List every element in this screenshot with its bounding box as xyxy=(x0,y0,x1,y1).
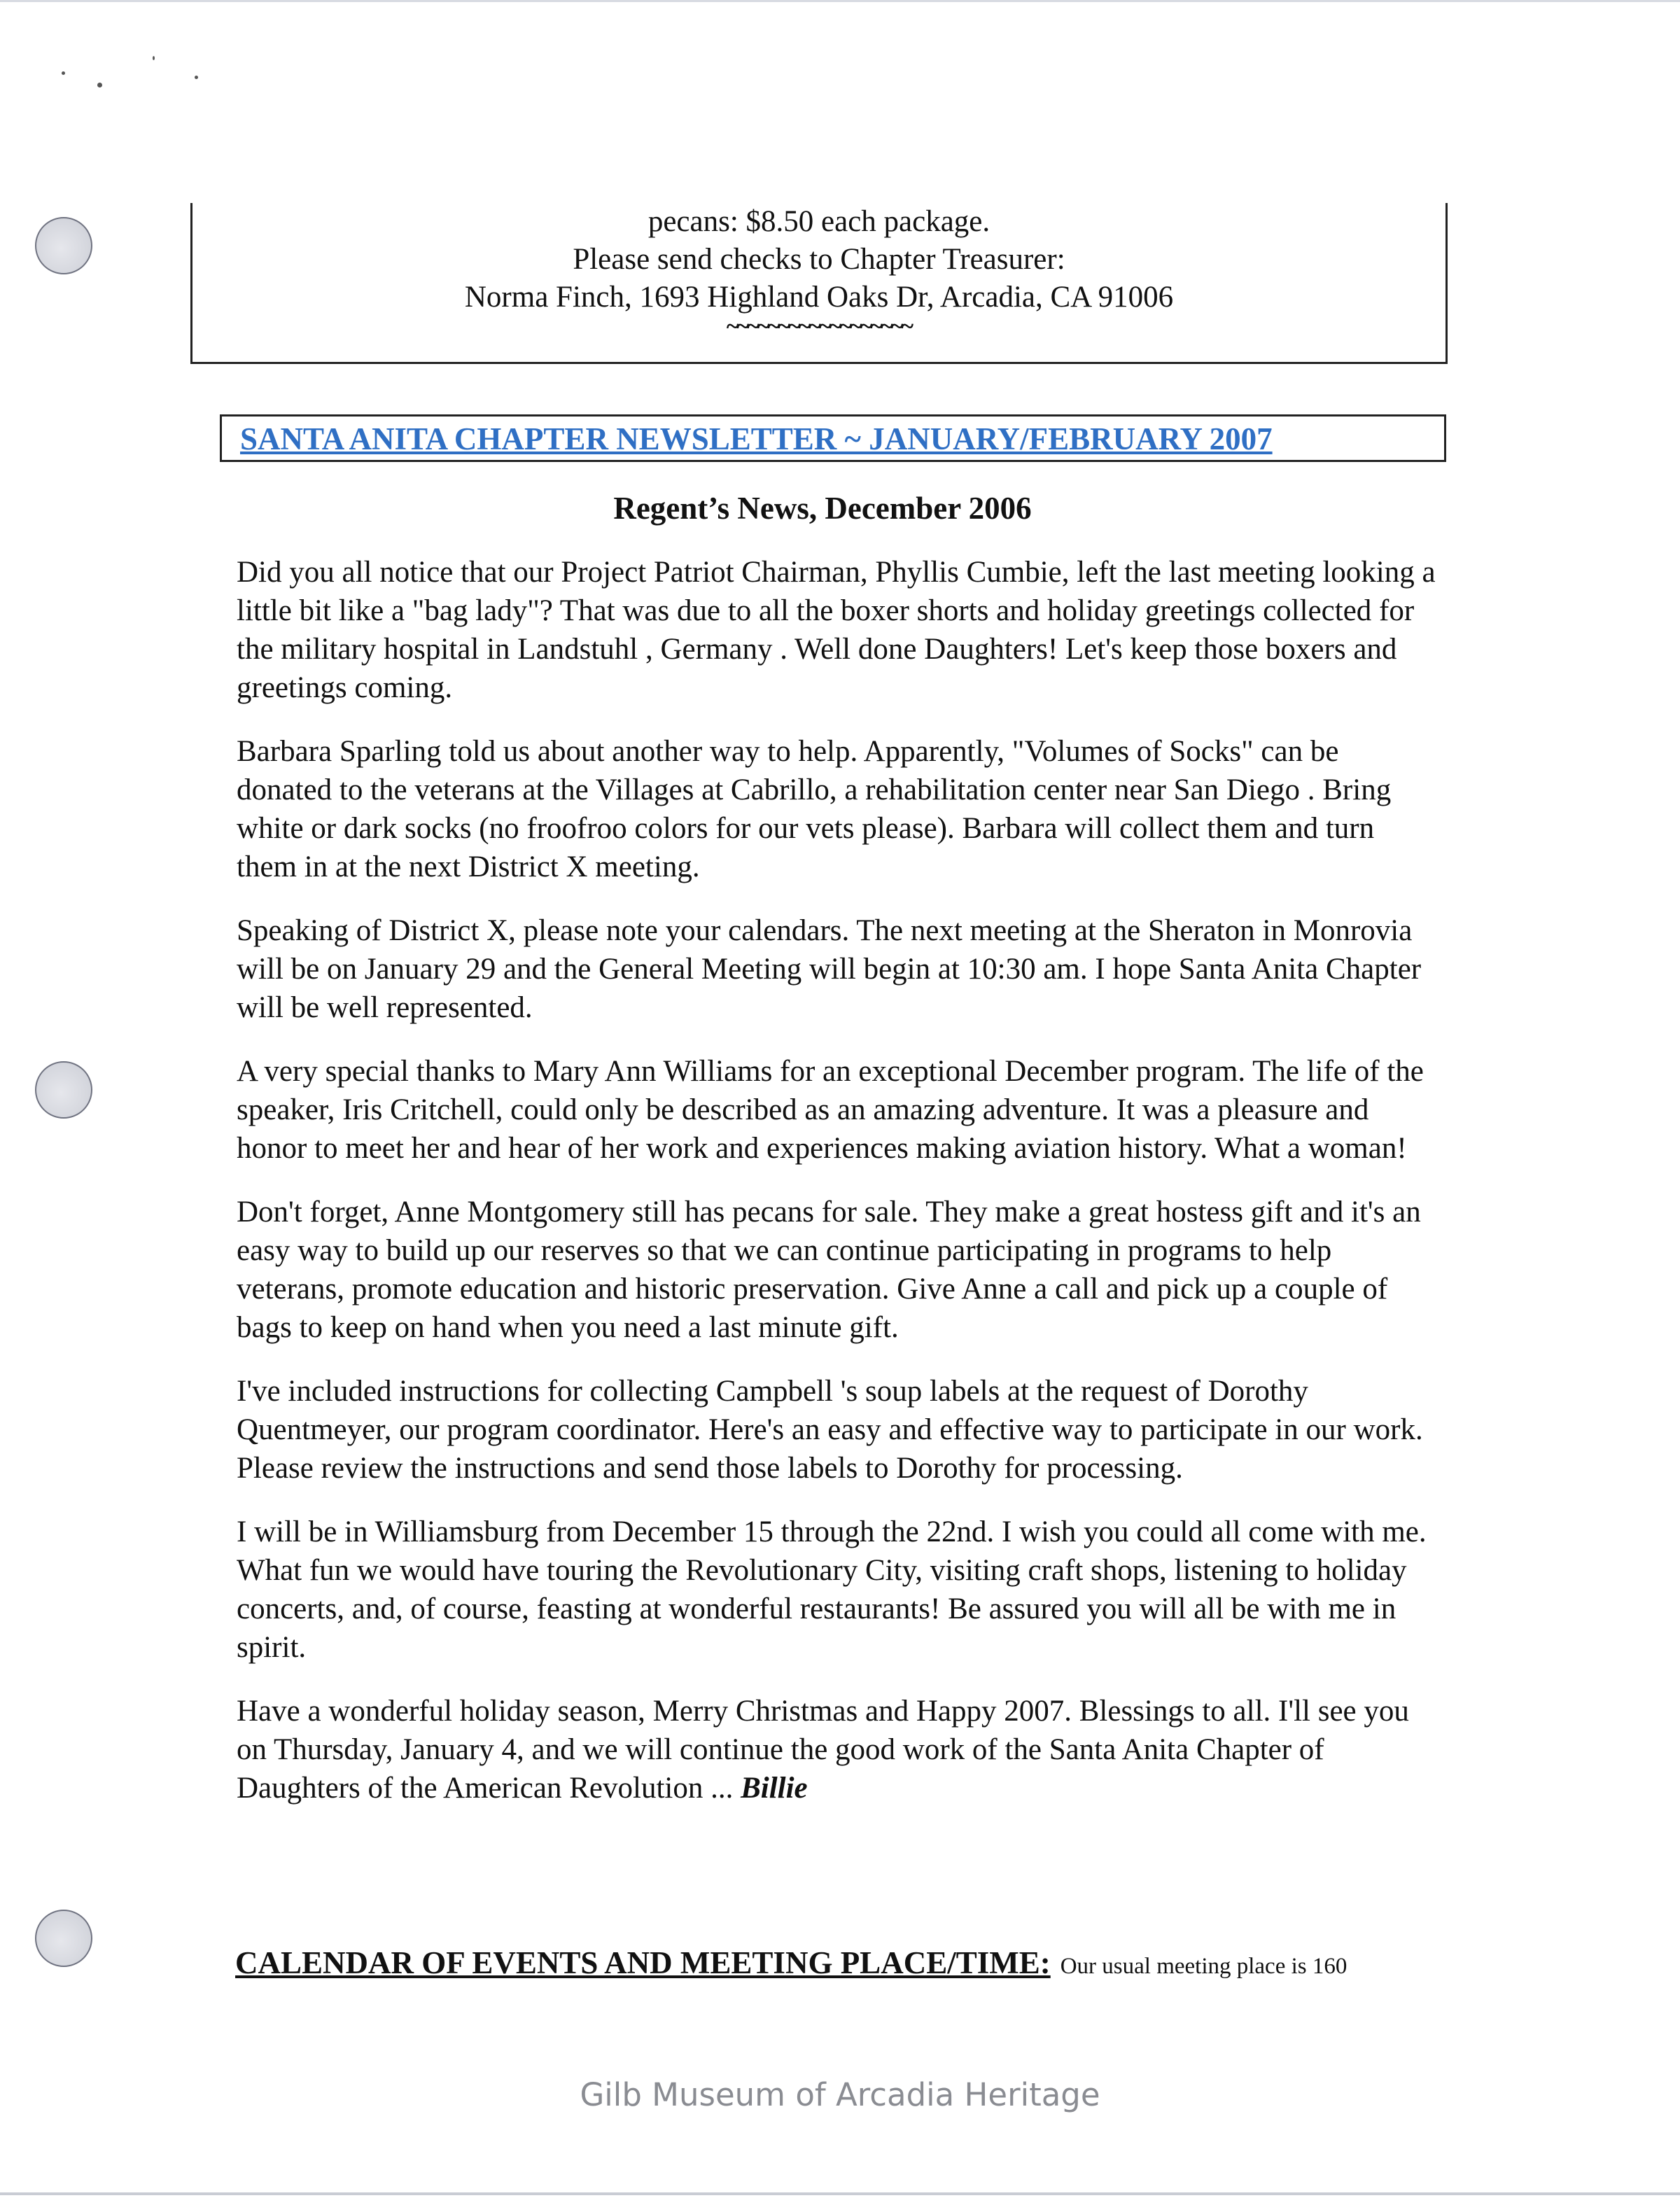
paragraph: Speaking of District X, please note your calendars. The next meeting at the Sheraton in Monrovia will be on January 29 and the General Meeting will begin at 10:30 am. I hope Santa Anita Chapter will be well represented. xyxy=(237,914,1422,1024)
meeting-place-note: Our usual meeting place is 160 xyxy=(1060,1954,1348,1979)
tilde-divider: ~~~~~~~~~~~~~~~~~~ xyxy=(726,314,912,340)
treasurer-address: Norma Finch, 1693 Highland Oaks Dr, Arcadia, CA 91006 xyxy=(464,281,1174,314)
article-heading: Regent’s News, December 2006 xyxy=(613,491,1032,526)
paragraph: I've included instructions for collecting Campbell 's soup labels at the request of Dorothy Quentmeyer, our program coordinator. Here's an easy and effective way to participate in our work. Please review the instructions and send those labels to Dorothy for processing. xyxy=(237,1375,1423,1485)
pecan-price: pecans: $8.50 each package. xyxy=(648,205,990,238)
punch-hole-middle xyxy=(35,1061,92,1119)
calendar-section xyxy=(235,1945,1347,1981)
article-body xyxy=(237,553,1441,1833)
calendar-heading: CALENDAR OF EVENTS AND MEETING PLACE/TIME: xyxy=(235,1945,1051,1980)
paragraph: A very special thanks to Mary Ann Williams for an exceptional December program. The life of the speaker, Iris Critchell, could only be described as an amazing adventure. It was a pleasure and honor to meet her and hear of her work and experiences making aviation history. What a woman! xyxy=(237,1055,1424,1165)
pecan-order-box xyxy=(190,203,1448,364)
checks-instruction: Please send checks to Chapter Treasurer: xyxy=(573,243,1065,276)
paragraph: Don't forget, Anne Montgomery still has pecans for sale. They make a great hostess gift and it's an easy way to build up our reserves so that we can continue participating in programs to help veterans, promote education and historic preservation. Give Anne a call and pick up a couple of bags to keep on hand when you need a last minute gift. xyxy=(237,1196,1421,1344)
scan-speck xyxy=(62,71,65,75)
page-top-edge xyxy=(0,0,1680,2)
paragraph: I will be in Williamsburg from December 15 through the 22nd. I wish you could all come with me. What fun we would have touring the Revolutionary City, visiting craft shops, listening to holiday concerts, and, of course, feasting at wonderful restaurants! Be assured you will all be with me in spirit. xyxy=(237,1516,1427,1664)
punch-hole-bottom xyxy=(35,1910,92,1967)
punch-hole-top xyxy=(35,217,92,274)
newsletter-title: SANTA ANITA CHAPTER NEWSLETTER ~ JANUARY/FEBRUARY 2007 xyxy=(240,421,1273,456)
paragraph: Barbara Sparling told us about another way to help. Apparently, "Volumes of Socks" can be donated to the veterans at the Villages at Cabrillo, a rehabilitation center near San Diego . Bring white or dark socks (no froofroo colors for our vets please). Barbara will collect them and turn them in at the next District X meeting. xyxy=(237,735,1392,883)
museum-watermark: Gilb Museum of Arcadia Heritage xyxy=(580,2076,1100,2113)
signature: Billie xyxy=(741,1772,808,1805)
closing-text: Have a wonderful holiday season, Merry Christmas and Happy 2007. Blessings to all. I'll see you on Thursday, January 4, and we will continue the good work of the Santa Anita Chapter of Daughters of the American Revolution ... xyxy=(237,1695,1409,1805)
page-bottom-edge xyxy=(0,2192,1680,2195)
scan-speck xyxy=(153,56,155,60)
scan-speck xyxy=(97,83,102,88)
newsletter-masthead xyxy=(220,414,1446,462)
paragraph: Did you all notice that our Project Patriot Chairman, Phyllis Cumbie, left the last meeting looking a little bit like a "bag lady"? That was due to all the boxer shorts and holiday greetings collected for the military hospital in Landstuhl , Germany . Well done Daughters! Let's keep those boxers and greetings coming. xyxy=(237,556,1436,704)
scan-speck xyxy=(195,76,198,79)
closing-paragraph xyxy=(237,1692,1441,1807)
